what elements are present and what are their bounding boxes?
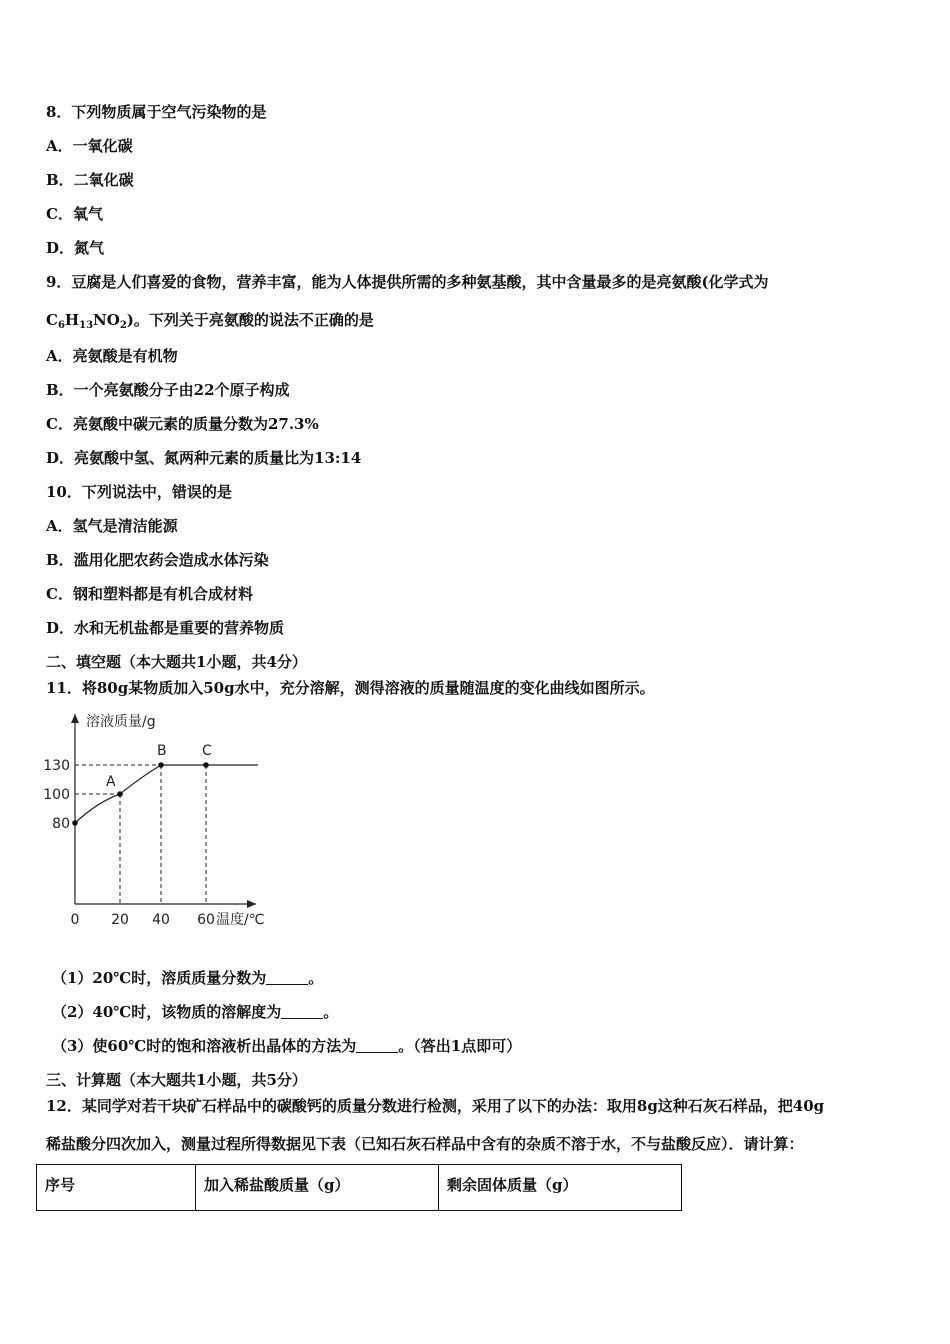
- q9-option-c: C．亮氨酸中碳元素的质量分数为27.3%: [46, 415, 319, 433]
- data-point-b: [158, 762, 164, 768]
- y-tick-label: 100: [43, 787, 70, 803]
- answer-blank-3[interactable]: [356, 1038, 398, 1053]
- solubility-graph: [38, 706, 278, 934]
- q10-option-b: B．滥用化肥农药会造成水体污染: [46, 551, 269, 569]
- point-label-b: B: [157, 743, 167, 759]
- data-points: [72, 743, 212, 826]
- q11-sub1: [52, 968, 323, 988]
- q9-stem-tail: 。下列关于亮氨酸的说法不正确的是: [133, 311, 374, 329]
- y-tick-label: 80: [52, 816, 70, 832]
- q10-option-c: C．钢和塑料都是有机合成材料: [46, 585, 253, 603]
- q8-option-c: C．氧气: [46, 205, 103, 223]
- answer-blank-2[interactable]: [281, 1004, 323, 1019]
- q8-stem: 8．下列物质属于空气污染物的是: [46, 103, 267, 121]
- formula-no: NO: [93, 311, 120, 329]
- q11-sub3-end: 。（答出1点即可）: [398, 1037, 522, 1055]
- formula-h-sub: 13: [79, 320, 94, 331]
- q9-option-a: A．亮氨酸是有机物: [46, 347, 178, 365]
- q11-sub2-end: 。: [323, 1003, 339, 1021]
- q9-stem-line2: [46, 310, 374, 336]
- q9-option-d: D．亮氨酸中氢、氮两种元素的质量比为13:14: [46, 449, 362, 467]
- formula-h: H: [64, 311, 80, 329]
- q12-stem-line1: 12．某同学对若干块矿石样品中的碳酸钙的质量分数进行检测，采用了以下的办法：取用8g这种石灰石样品，把40g: [46, 1097, 825, 1115]
- q11-sub3-text: （3）使60℃时的饱和溶液析出晶体的方法为: [52, 1037, 357, 1055]
- q10-option-d: D．水和无机盐都是重要的营养物质: [46, 619, 285, 637]
- table-header-cell: 剩余固体质量（g）: [439, 1165, 682, 1211]
- point-label-a: A: [106, 774, 116, 790]
- y-tick-label: 130: [43, 758, 70, 774]
- q11-stem: 11．将80g某物质加入50g水中，充分溶解，测得溶液的质量随温度的变化曲线如图所示。: [46, 679, 655, 697]
- q8-option-a: A．一氧化碳: [46, 137, 133, 155]
- x-axis-label: 温度/℃: [216, 912, 265, 928]
- table-header-cell: 序号: [37, 1165, 196, 1211]
- data-point-origin: [72, 820, 78, 826]
- table-header-row: [37, 1165, 682, 1211]
- q9-option-b: B．一个亮氨酸分子由22个原子构成: [46, 381, 290, 399]
- q8-option-b: B．二氧化碳: [46, 171, 134, 189]
- data-point-a: [117, 791, 123, 797]
- y-axis-label: 溶液质量/g: [86, 714, 156, 730]
- formula-no-sub: 2: [119, 320, 127, 331]
- q11-sub3: [52, 1036, 521, 1056]
- formula-c: C: [46, 311, 58, 329]
- section3-title: 三、计算题（本大题共1小题，共5分）: [46, 1071, 307, 1089]
- q9-stem-line1: 9．豆腐是人们喜爱的食物，营养丰富，能为人体提供所需的多种氨基酸，其中含量最多的是亮氨酸(化学式为: [46, 273, 769, 291]
- dashed-guides: [75, 765, 206, 904]
- q12-stem-line2: 稀盐酸分四次加入，测量过程所得数据见下表（已知石灰石样品中含有的杂质不溶于水，不与盐酸反应）．请计算：: [46, 1135, 804, 1153]
- x-tick-label: 20: [111, 912, 129, 928]
- q8-option-d: D．氮气: [46, 239, 105, 257]
- x-tick-label: 40: [152, 912, 170, 928]
- point-label-c: C: [202, 743, 212, 759]
- q11-sub1-text: （1）20℃时，溶质质量分数为: [52, 969, 267, 987]
- section2-title: 二、填空题（本大题共1小题，共4分）: [46, 653, 307, 671]
- q10-option-a: A．氢气是清洁能源: [46, 517, 178, 535]
- table-header-cell: 加入稀盐酸质量（g）: [196, 1165, 439, 1211]
- formula-c-sub: 6: [57, 320, 65, 331]
- answer-blank-1[interactable]: [266, 970, 308, 985]
- data-table: [36, 1164, 682, 1211]
- q11-sub2: [52, 1002, 338, 1022]
- formula-close: ): [126, 311, 134, 329]
- data-point-c: [203, 762, 209, 768]
- x-tick-label: 60: [197, 912, 215, 928]
- x-tick-label: 0: [70, 912, 80, 928]
- q11-sub2-text: （2）40℃时，该物质的溶解度为: [52, 1003, 282, 1021]
- q11-sub1-end: 。: [308, 969, 324, 987]
- tick-labels: [43, 758, 215, 928]
- q10-stem: 10．下列说法中，错误的是: [46, 483, 232, 501]
